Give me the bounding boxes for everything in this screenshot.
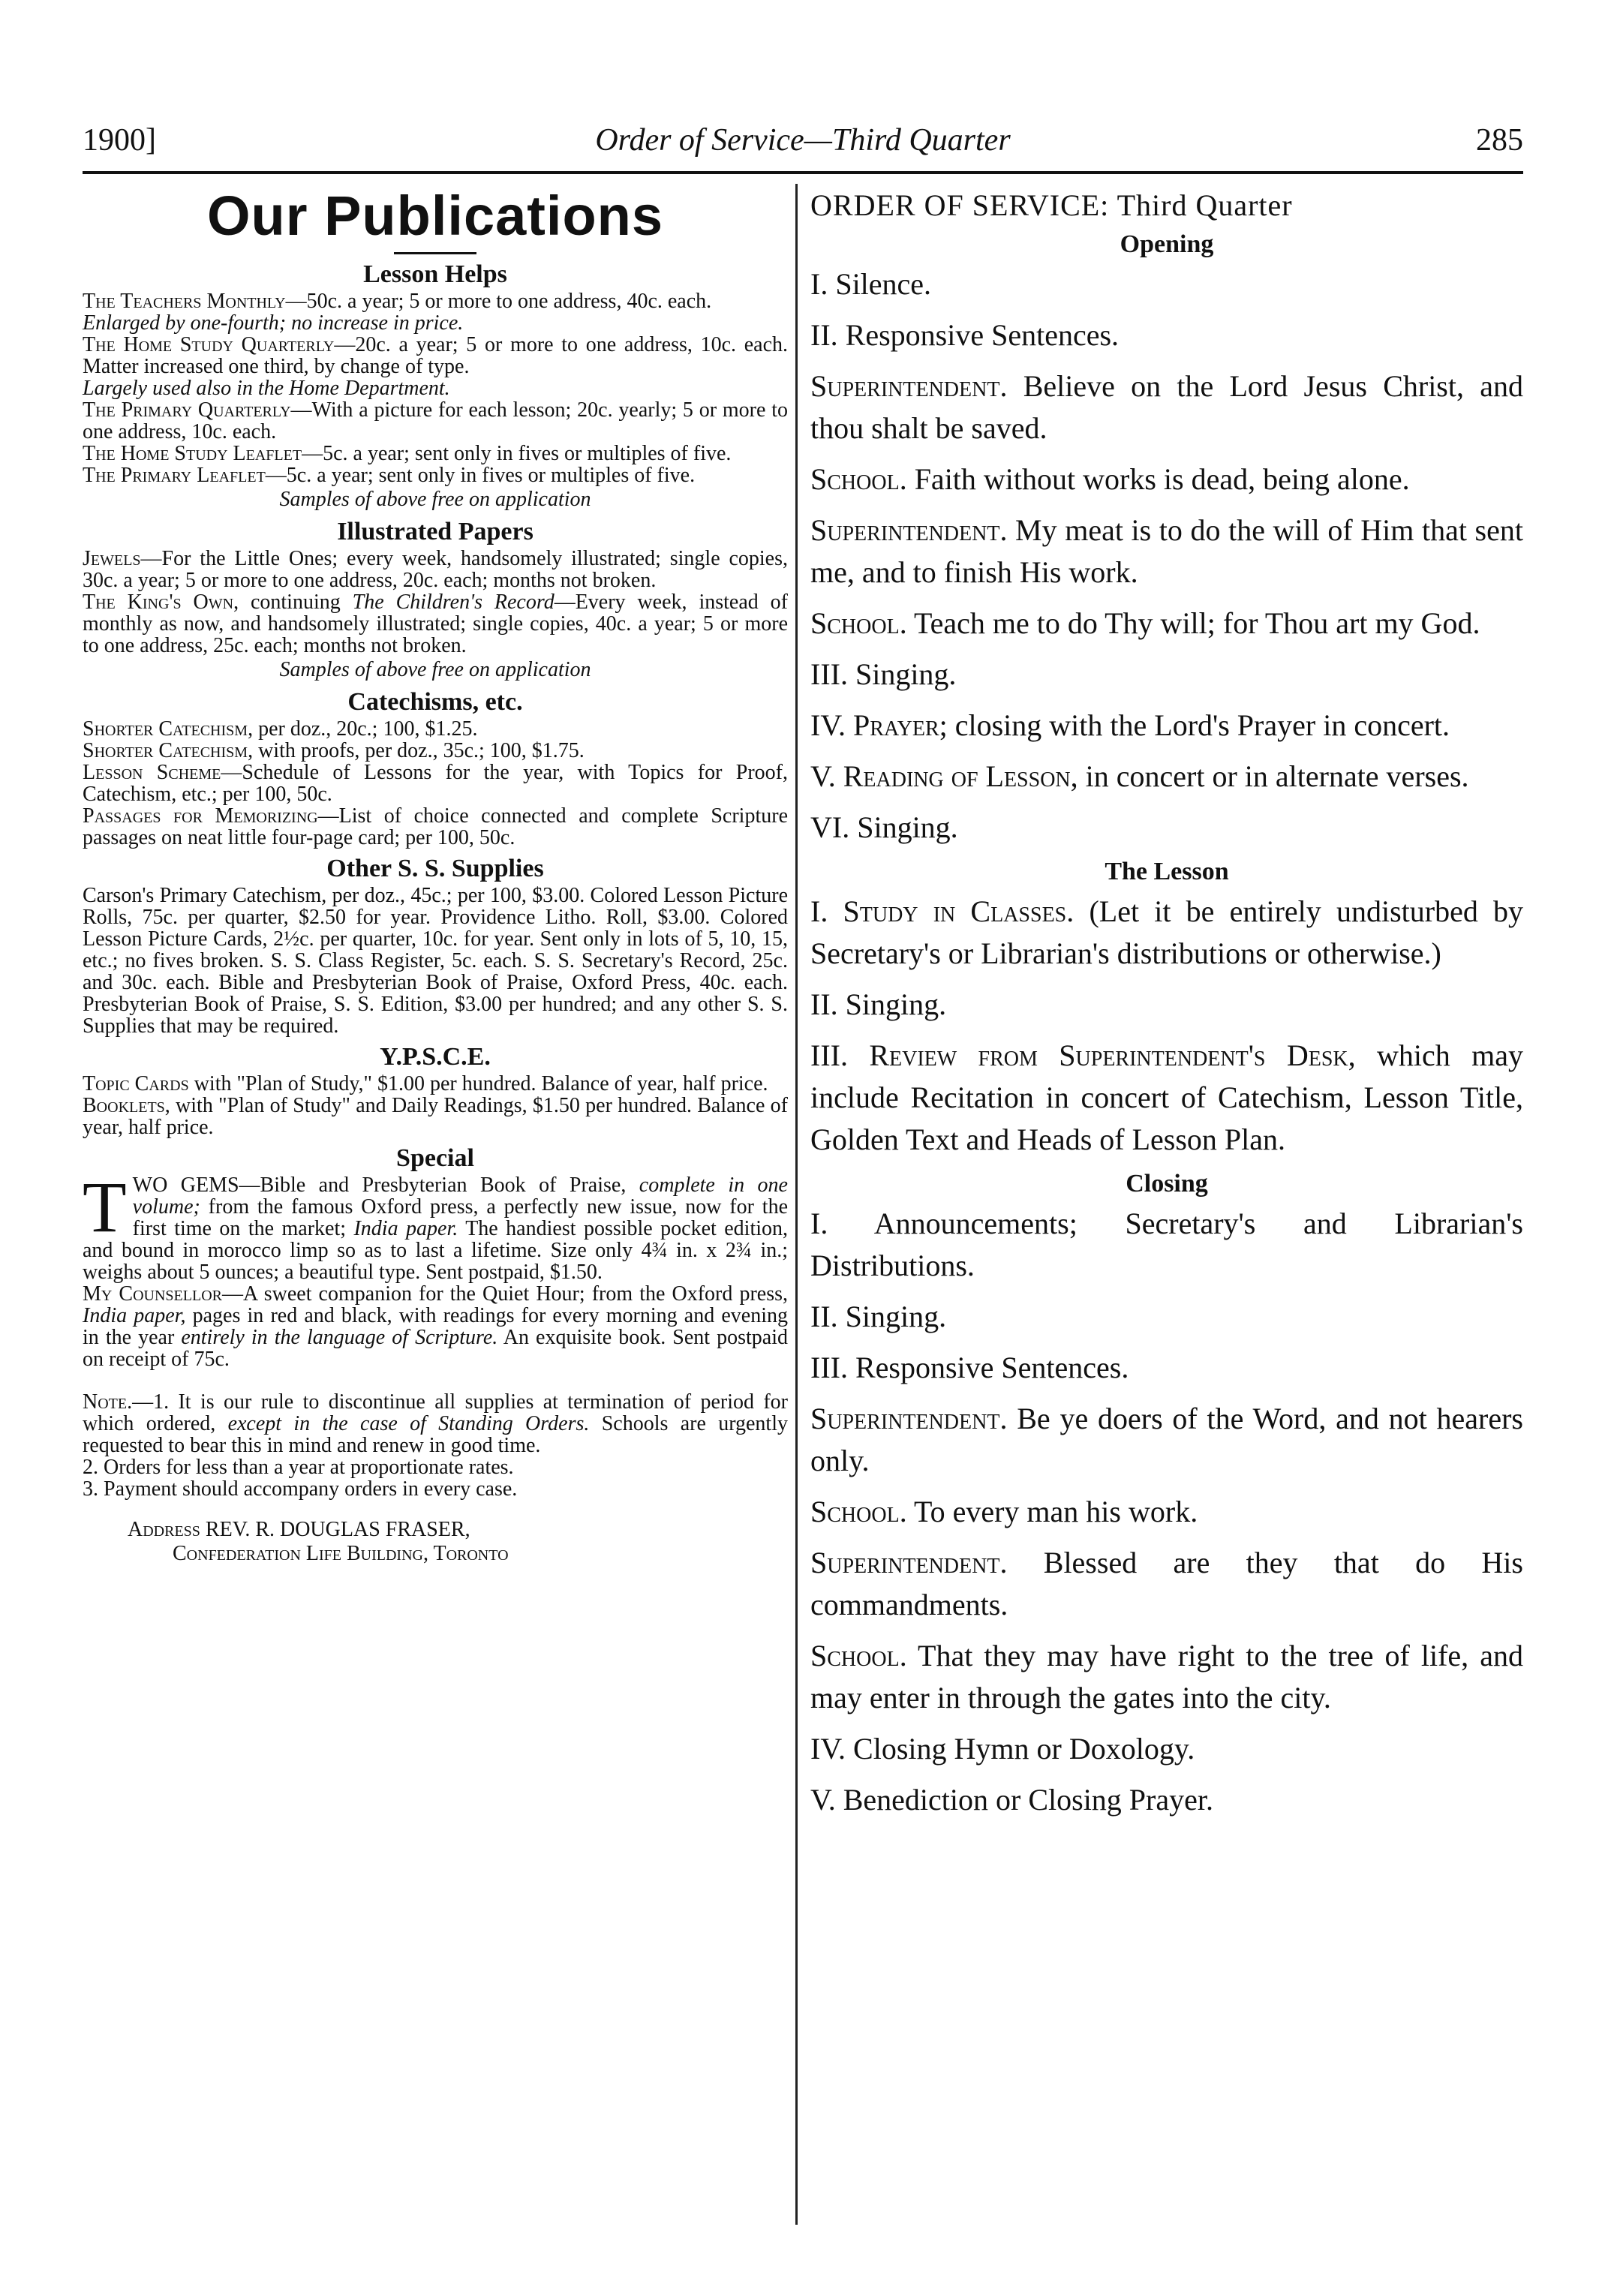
lesson-helps-note: Largely used also in the Home Department. <box>83 377 450 400</box>
special-heading: Special <box>396 1144 474 1172</box>
opening-heading: Opening <box>1120 230 1214 258</box>
lesson-helps-item: The Primary Quarterly—With a picture for each lesson; 20c. yearly; 5 or more to one address, 10c. each. <box>83 398 789 443</box>
catechism-item: Passages for Memorizing—List of choice connected and complete Scripture passages on neat little four-page card; per 100, 50c. <box>83 804 788 849</box>
publications-title: Our Publications <box>206 185 664 247</box>
special-item: My Counsellor—A sweet companion for the Quiet Hour; from the Oxford press, India paper, pages in red and black, with readings for every morning and evening in the year entirely in the language of Scripture. An exquisite book. Sent postpaid on receipt of 75c. <box>83 1282 789 1371</box>
page-number: 285 <box>1476 123 1523 158</box>
ypsce-heading: Y.P.S.C.E. <box>380 1043 491 1071</box>
publications-column <box>83 184 788 1566</box>
service-item: III. Responsive Sentences. <box>810 1351 1129 1384</box>
running-header <box>83 116 1523 169</box>
closing-heading: Closing <box>1126 1170 1208 1198</box>
illustrated-heading: Illustrated Papers <box>337 518 533 545</box>
service-item: VI. Singing. <box>810 810 958 844</box>
service-item: Superintendent. My meat is to do the will of Him that sent me, and to finish His work. <box>810 513 1523 589</box>
order-of-service-title: ORDER OF SERVICE: Third Quarter <box>810 188 1293 222</box>
special-item: TWO GEMS—Bible and Presbyterian Book of Praise, complete in one volume; from the famous Oxford press, a perfectly new issue, now for the first time on the market; India paper. The handiest possible pocket edition, and bound in morocco limp so as to last a lifetime. Size only 4¾ in. x 2¾ in.; weighs about 5 ounces; a beautiful type. Sent postpaid, $1.50. <box>83 1167 789 1284</box>
service-item: IV. Closing Hymn or Doxology. <box>810 1732 1195 1766</box>
service-item: II. Responsive Sentences. <box>810 318 1120 352</box>
drop-cap: T <box>83 1167 127 1247</box>
service-item: School. Faith without works is dead, being alone. <box>810 462 1410 496</box>
service-item: V. Benediction or Closing Prayer. <box>810 1783 1213 1817</box>
catechism-item: Shorter Catechism, per doz., 20c.; 100, $1.25. <box>83 717 478 741</box>
illustrated-item: Jewels—For the Little Ones; every week, handsomely illustrated; single copies, 30c. a year; 5 or more to one address, 20c. each; months not broken. <box>83 547 788 592</box>
service-item: II. Singing. <box>810 987 947 1021</box>
lesson-helps-item: The Home Study Leaflet—5c. a year; sent only in fives or multiples of five. <box>83 442 732 465</box>
service-item: I. Announcements; Secretary's and Librarian's Distributions. <box>810 1207 1523 1282</box>
column-divider <box>795 184 798 2225</box>
header-year: 1900] <box>83 123 156 158</box>
order-of-service-column <box>810 188 1523 1830</box>
ypsce-item: Booklets, with "Plan of Study" and Daily Readings, $1.50 per hundred. Balance of year, half price. <box>83 1094 788 1139</box>
catechism-item: Lesson Scheme—Schedule of Lessons for the year, with Topics for Proof, Catechism, etc.; per 100, 50c. <box>83 761 788 806</box>
lesson-helps-heading: Lesson Helps <box>363 260 507 288</box>
note-item: 2. Orders for less than a year at proportionate rates. <box>83 1456 514 1479</box>
running-title: Order of Service—Third Quarter <box>595 123 1011 158</box>
service-item: School. To every man his work. <box>810 1495 1198 1528</box>
lesson-helps-item: The Primary Leaflet—5c. a year; sent only in fives or multiples of five. <box>83 464 696 487</box>
lesson-heading: The Lesson <box>1105 858 1229 885</box>
samples-note: Samples of above free on application <box>279 488 591 511</box>
other-supplies-heading: Other S. S. Supplies <box>326 855 544 882</box>
note-paragraph: Note.—1. It is our rule to discontinue all supplies at termination of period for which ordered, except in the case of Standing Orders. Schools are urgently requested to bear this in mind and renew in good time. <box>83 1390 788 1457</box>
other-supplies-text: Carson's Primary Catechism, per doz., 45c.; per 100, $3.00. Colored Lesson Picture Rolls, 75c. per quarter, $2.50 for year. Providence Litho. Roll, $3.00. Colored Lesson Picture Cards, 2½c. per quarter, 10c. for year. Sent only in lots of 5, 10, 15, etc.; no fives broken. S. S. Class Register, 5c. each. S. S. Secretary's Record, 25c. and 30c. each. Bible and Presbyterian Book of Praise, Oxford Press, 40c. each. Presbyterian Book of Praise, S. S. Edition, $3.00 per hundred; and any other S. S. Supplies that may be required. <box>83 884 788 1038</box>
lesson-helps-item: The Teachers Monthly—50c. a year; 5 or more to one address, 40c. each. <box>83 290 712 313</box>
lesson-helps-item: The Home Study Quarterly—20c. a year; 5 or more to one address, 10c. each. Matter increased one third, by change of type. <box>83 333 788 378</box>
samples-note: Samples of above free on application <box>279 658 591 681</box>
ypsce-item: Topic Cards with "Plan of Study," $1.00 per hundred. Balance of year, half price. <box>83 1072 768 1095</box>
service-item: Superintendent. Blessed are they that do His commandments. <box>810 1546 1523 1621</box>
header-rule <box>83 171 1523 174</box>
service-item: V. Reading of Lesson, in concert or in alternate verses. <box>810 759 1469 793</box>
service-item: I. Study in Classes. (Let it be entirely undisturbed by Secretary's or Librarian's distributions or otherwise.) <box>810 894 1524 970</box>
catechism-item: Shorter Catechism, with proofs, per doz., 35c.; 100, $1.75. <box>83 739 585 762</box>
service-item: III. Singing. <box>810 657 957 691</box>
service-item: Superintendent. Be ye doers of the Word, and not hearers only. <box>810 1402 1523 1477</box>
service-item: School. That they may have right to the tree of life, and may enter in through the gates into the city. <box>810 1639 1523 1714</box>
address-block: Address REV. R. DOUGLAS FRASER, Confederation Life Building, Toronto <box>128 1518 509 1565</box>
service-item: III. Review from Superintendent's Desk, which may include Recitation in concert of Catechism, Lesson Title, Golden Text and Heads of Lesson Plan. <box>810 1038 1524 1156</box>
service-item: IV. Prayer; closing with the Lord's Prayer in concert. <box>810 708 1450 742</box>
note-item: 3. Payment should accompany orders in every case. <box>83 1477 518 1501</box>
service-item: Superintendent. Believe on the Lord Jesus Christ, and thou shalt be saved. <box>810 369 1523 445</box>
catechisms-heading: Catechisms, etc. <box>347 688 523 716</box>
lesson-helps-note: Enlarged by one-fourth; no increase in price. <box>83 311 464 335</box>
title-rule <box>394 252 476 254</box>
service-item: I. Silence. <box>810 267 932 301</box>
service-item: School. Teach me to do Thy will; for Thou art my God. <box>810 606 1480 640</box>
service-item: II. Singing. <box>810 1300 947 1333</box>
illustrated-item: The King's Own, continuing The Children's Record—Every week, instead of monthly as now, and handsomely illustrated; single copies, 40c. a year; 5 or more to one address, 25c. each; months not broken. <box>83 591 788 657</box>
